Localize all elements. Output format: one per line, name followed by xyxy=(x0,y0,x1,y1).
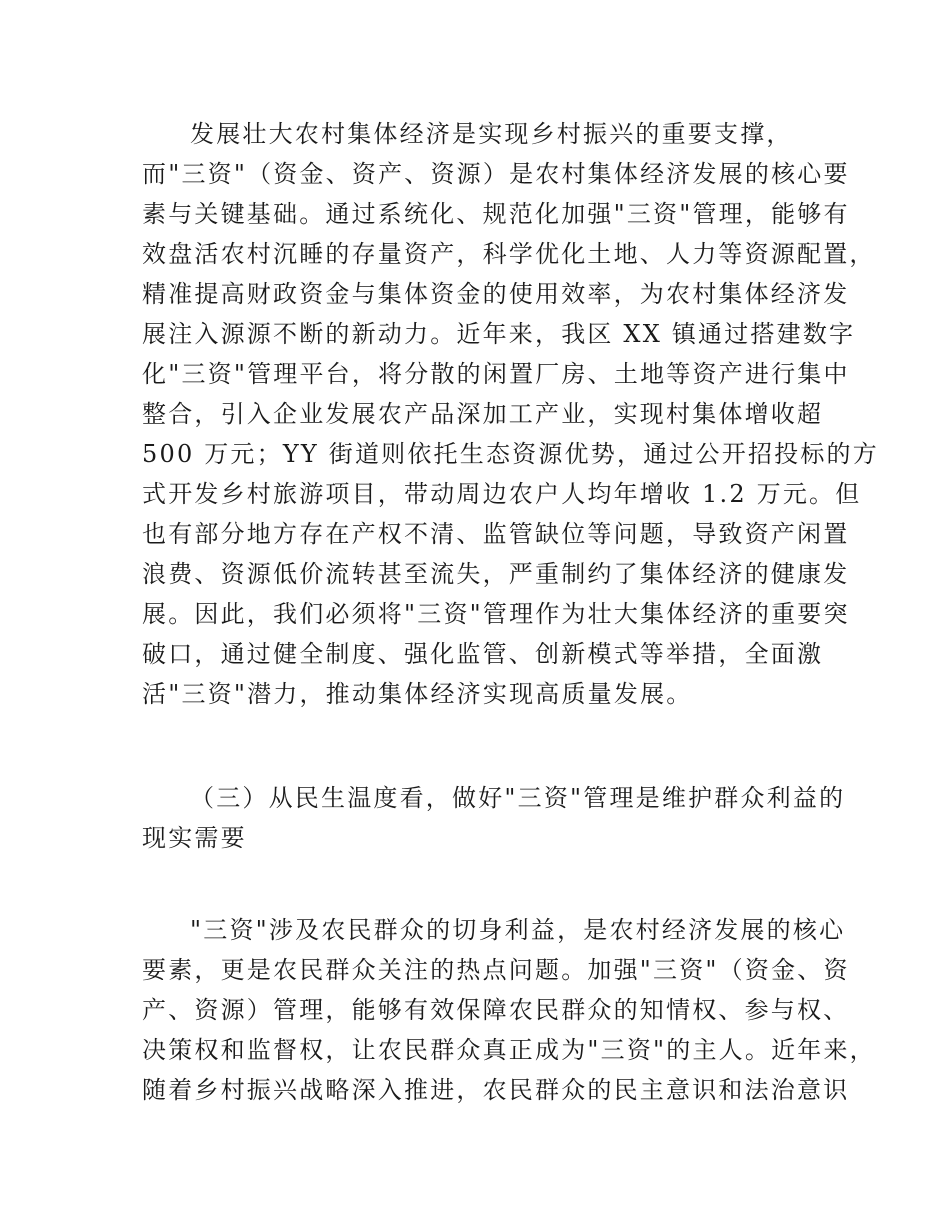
text-line: 活"三资"潜力，推动集体经济实现高质量发展。 xyxy=(142,680,693,708)
section-heading-3 xyxy=(142,778,846,858)
text-line: 要素，更是农民群众关注的热点问题。加强"三资"（资金、资 xyxy=(142,956,850,984)
paragraph-collective-economy xyxy=(142,114,879,714)
text-line: 展。因此，我们必须将"三资"管理作为壮大集体经济的重要突 xyxy=(142,600,850,628)
text-line: 产、资源）管理，能够有效保障农民群众的知情权、参与权、 xyxy=(142,996,850,1024)
text-line: "三资"涉及农民群众的切身利益，是农村经济发展的核心 xyxy=(190,916,846,944)
text-line: 而"三资"（资金、资产、资源）是农村集体经济发展的核心要 xyxy=(142,160,850,188)
text-line: 500 万元；YY 街道则依托生态资源优势，通过公开招投标的方 xyxy=(142,440,879,468)
text-line: 也有部分地方存在产权不清、监管缺位等问题，导致资产闲置 xyxy=(142,520,850,548)
heading-line: 现实需要 xyxy=(142,824,247,852)
text-line: 精准提高财政资金与集体资金的使用效率，为农村集体经济发 xyxy=(142,280,850,308)
text-line: 化"三资"管理平台，将分散的闲置厂房、土地等资产进行集中 xyxy=(142,360,850,388)
paragraph-farmer-interests xyxy=(142,910,876,1110)
text-line: 浪费、资源低价流转甚至流失，严重制约了集体经济的健康发 xyxy=(142,560,850,588)
text-line: 破口，通过健全制度、强化监管、创新模式等举措，全面激 xyxy=(142,640,824,668)
text-line: 素与关键基础。通过系统化、规范化加强"三资"管理，能够有 xyxy=(142,200,850,228)
text-line: 式开发乡村旅游项目，带动周边农户人均年增收 1.2 万元。但 xyxy=(142,480,862,508)
text-line: 随着乡村振兴战略深入推进，农民群众的民主意识和法治意识 xyxy=(142,1076,850,1104)
text-line: 展注入源源不断的新动力。近年来，我区 XX 镇通过搭建数字 xyxy=(142,320,856,348)
text-line: 整合，引入企业发展农产品深加工产业，实现村集体增收超 xyxy=(142,400,824,428)
text-line: 发展壮大农村集体经济是实现乡村振兴的重要支撑， xyxy=(190,120,793,148)
text-line: 效盘活农村沉睡的存量资产，科学优化土地、人力等资源配置， xyxy=(142,240,876,268)
heading-line: （三）从民生温度看，做好"三资"管理是维护群众利益的 xyxy=(190,784,846,812)
text-line: 决策权和监督权，让农民群众真正成为"三资"的主人。近年来， xyxy=(142,1036,876,1064)
